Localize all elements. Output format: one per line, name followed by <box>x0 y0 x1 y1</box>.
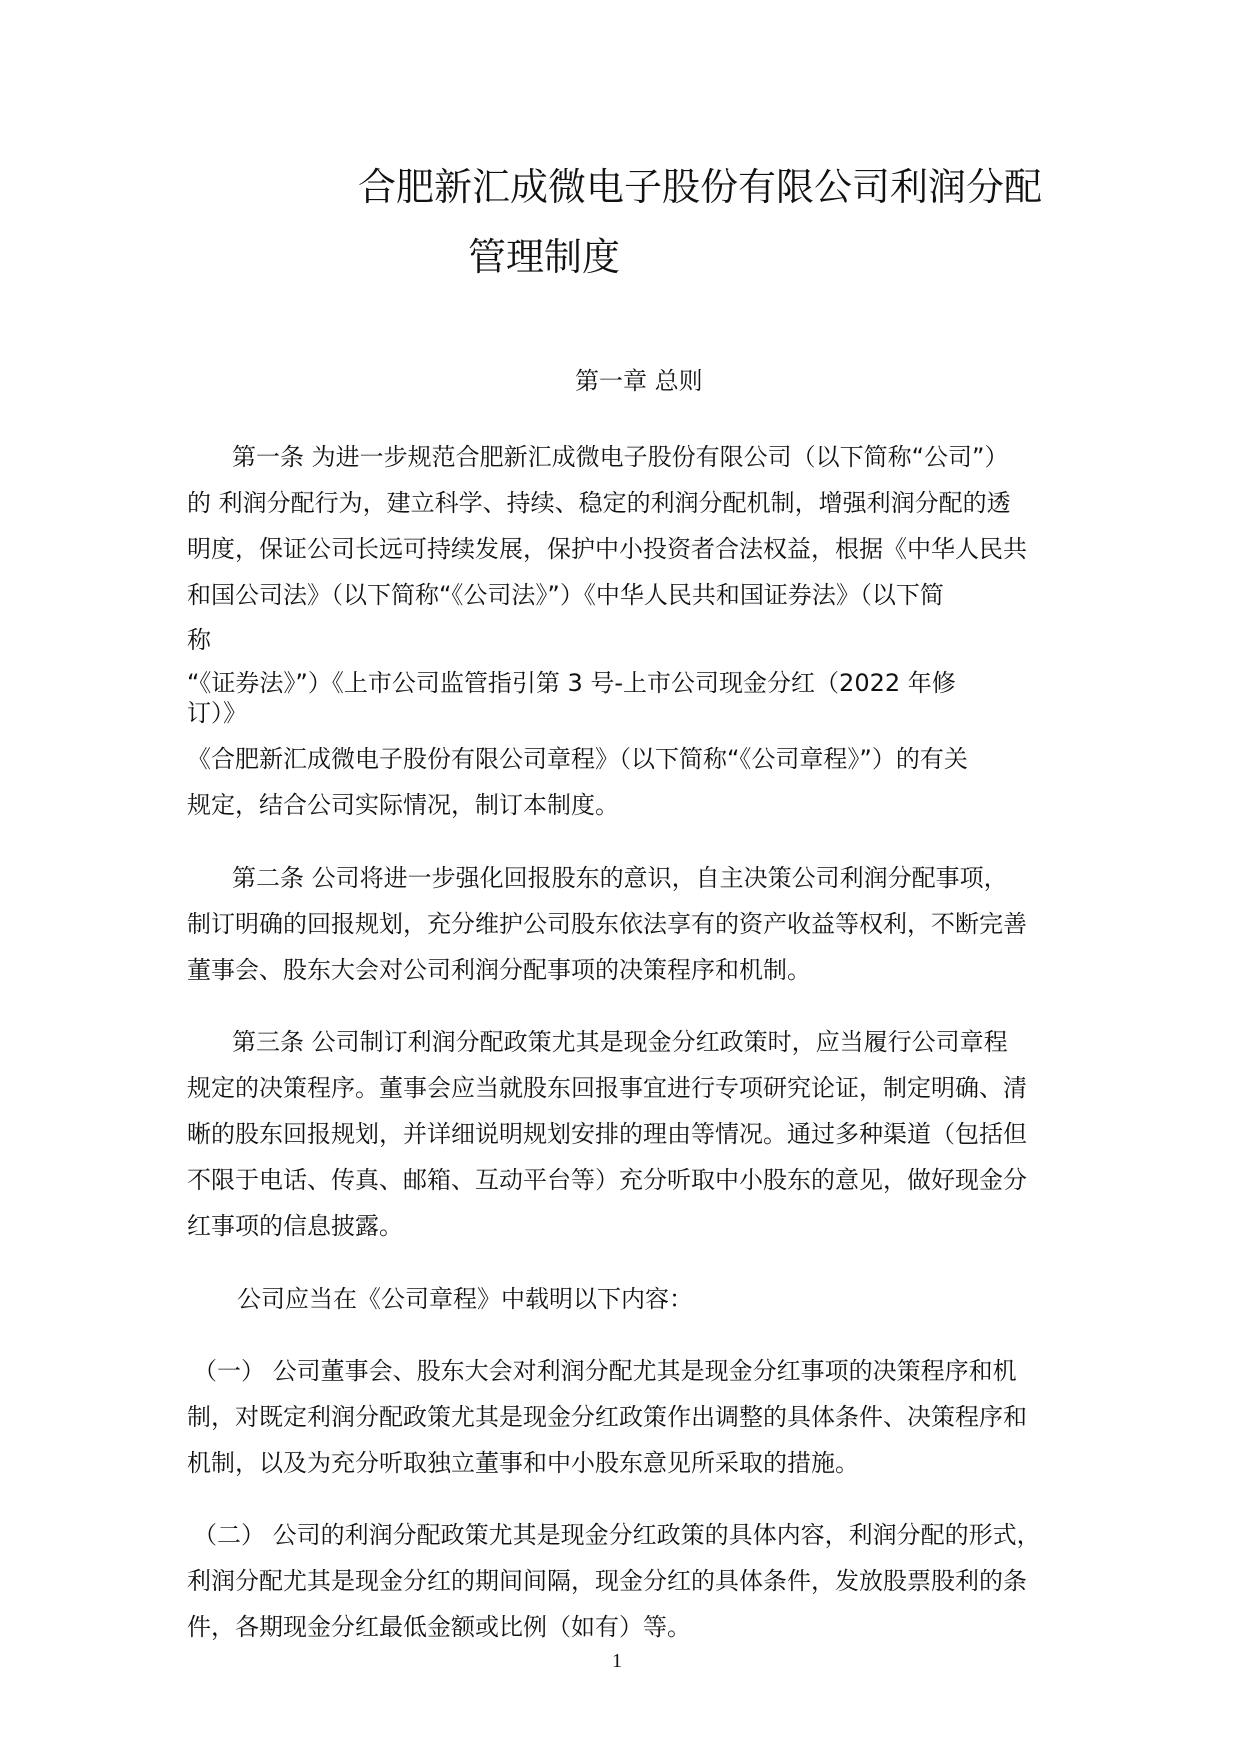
article-3-line: 晰的股东回报规划，并详细说明规划安排的理由等情况。通过多种渠道（包括但 <box>187 1120 1027 1148</box>
article-2-line: 董事会、股东大会对公司利润分配事项的决策程序和机制。 <box>187 956 811 984</box>
content-intro: 公司应当在《公司章程》中载明以下内容： <box>237 1285 693 1313</box>
chapter-heading: 第一章 总则 <box>575 367 703 395</box>
article-3-line: 红事项的信息披露。 <box>187 1212 403 1240</box>
article-2-line: 第二条 公司将进一步强化回报股东的意识，自主决策公司利润分配事项， <box>232 864 1008 892</box>
article-3-line: 规定的决策程序。董事会应当就股东回报事宜进行专项研究论证，制定明确、清 <box>187 1074 1027 1102</box>
item-2-line: 利润分配尤其是现金分红的期间间隔，现金分红的具体条件，发放股票股利的条 <box>187 1567 1027 1595</box>
article-1-line: “《证券法》”）《上市公司监管指引第 3 号-上市公司现金分红（2022 年修 <box>187 669 956 697</box>
document-title-line-1: 合肥新汇成微电子股份有限公司利润分配 <box>358 165 1043 209</box>
article-1-line: 第一条 为进一步规范合肥新汇成微电子股份有限公司（以下简称“公司”） <box>232 443 1009 471</box>
article-1-line: 的 利润分配行为，建立科学、持续、稳定的利润分配机制，增强利润分配的透 <box>187 489 1011 517</box>
document-title-line-2: 管理制度 <box>468 235 621 279</box>
article-3-line: 第三条 公司制订利润分配政策尤其是现金分红政策时，应当履行公司章程 <box>232 1028 1008 1056</box>
item-1-line: （一） 公司董事会、股东大会对利润分配尤其是现金分红事项的决策程序和机 <box>193 1357 1017 1385</box>
item-1-line: 机制，以及为充分听取独立董事和中小股东意见所采取的措施。 <box>187 1449 859 1477</box>
item-2-line: （二） 公司的利润分配政策尤其是现金分红政策的具体内容，利润分配的形式， <box>193 1521 1041 1549</box>
article-1-line: 规定，结合公司实际情况，制订本制度。 <box>187 791 619 819</box>
article-2-line: 制订明确的回报规划，充分维护公司股东依法享有的资产收益等权利，不断完善 <box>187 910 1027 938</box>
article-1-line: 《合肥新汇成微电子股份有限公司章程》（以下简称“《公司章程》”）的有关 <box>187 745 968 773</box>
article-1-line: 明度，保证公司长远可持续发展，保护中小投资者合法权益，根据《中华人民共 <box>187 535 1027 563</box>
page-number: 1 <box>612 1650 622 1672</box>
article-1-line: 和国公司法》（以下简称“《公司法》”）《中华人民共和国证券法》（以下简 <box>187 581 944 609</box>
article-1-line: 订）》 <box>187 699 247 727</box>
article-3-line: 不限于电话、传真、邮箱、互动平台等）充分听取中小股东的意见，做好现金分 <box>187 1166 1027 1194</box>
item-2-line: 件，各期现金分红最低金额或比例（如有）等。 <box>187 1613 691 1641</box>
item-1-line: 制，对既定利润分配政策尤其是现金分红政策作出调整的具体条件、决策程序和 <box>187 1403 1027 1431</box>
article-1-line: 称 <box>187 626 211 654</box>
